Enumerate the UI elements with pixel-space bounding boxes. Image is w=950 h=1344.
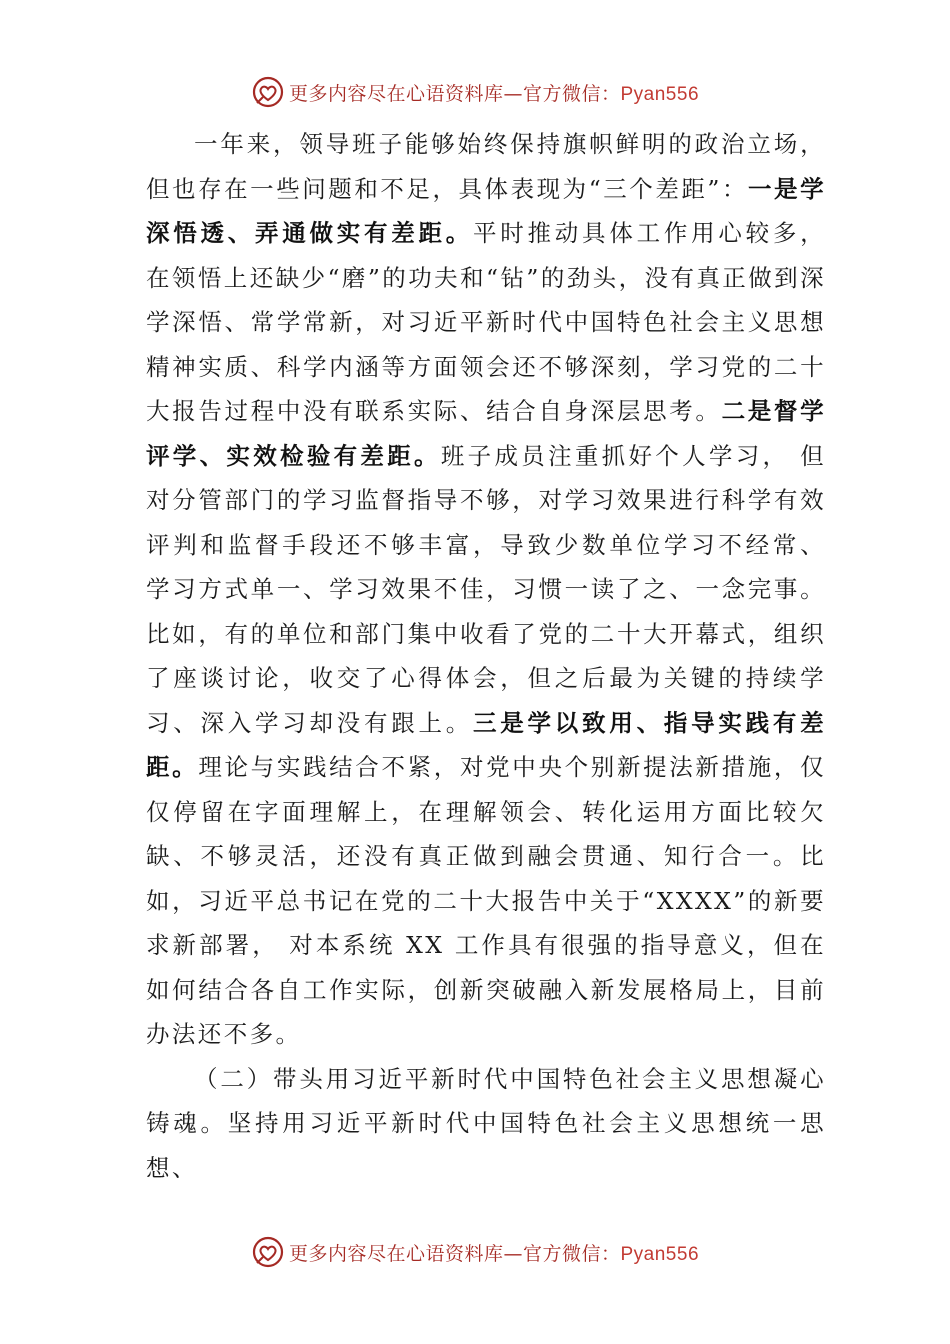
point3-title: 三是学以致用、指导实践有差距。 bbox=[146, 708, 826, 781]
heart-logo-icon bbox=[251, 75, 285, 109]
para1-intro: 一年来，领导班子能够始终保持旗帜鲜明的政治立场，但也存在一些问题和不足，具体表现为“三个差距”： bbox=[146, 130, 826, 203]
watermark-text-cn: 更多内容尽在心语资料库—官方微信： bbox=[288, 82, 621, 105]
watermark-text-cn: 更多内容尽在心语资料库—官方微信： bbox=[288, 1242, 621, 1265]
footer-watermark bbox=[0, 1232, 950, 1272]
point1-title: 一是学深悟透、弄通做实有差距。 bbox=[146, 174, 826, 247]
watermark-text bbox=[289, 1239, 699, 1266]
paragraph-problems bbox=[146, 122, 826, 1057]
point2-title: 二是督学评学、实效检验有差距。 bbox=[146, 397, 826, 470]
watermark-text-latin: Pyan556 bbox=[620, 83, 700, 105]
document-body bbox=[146, 122, 826, 1190]
point2-text: 班子成员注重抓好个人学习， 但对分管部门的学习监督指导不够，对学习效果进行科学有效评判和监督手段还不够丰富，导致少数单位学习不经常、 学习方式单一、学习效果不佳，习惯一读了之、一念完事。 比如，有的单位和部门集中收看了党的二十大开幕式，组织了座谈讨论，收交了心得体会，但之后最为关键的持续学习、深入学习却没有跟上。 bbox=[146, 441, 826, 737]
heart-logo-icon bbox=[251, 1235, 285, 1269]
point1-text: 平时推动具体工作用心较多， 在领悟上还缺少“磨”的功夫和“钻”的劲头，没有真正做到深学深悟、常学常新，对习近平新时代中国特色社会主义思想精神实质、科学内涵等方面领会还不够深刻，学习党的二十大报告过程中没有联系实际、结合自身深层思考。 bbox=[146, 219, 826, 425]
watermark-text-latin: Pyan556 bbox=[620, 1243, 700, 1265]
header-watermark bbox=[0, 72, 950, 112]
watermark-text bbox=[289, 79, 699, 106]
paragraph-section-two: （二）带头用习近平新时代中国特色社会主义思想凝心铸魂。坚持用习近平新时代中国特色社会主义思想统一思想、 bbox=[146, 1064, 826, 1182]
point3-text: 理论与实践结合不紧，对党中央个别新提法新措施，仅仅停留在字面理解上，在理解领会、转化运用方面比较欠缺、不够灵活，还没有真正做到融会贯通、知行合一。比如，习近平总书记在党的二十大报告中关于“XXXX”的新要求新部署， 对本系统 XX 工作具有很强的指导意义，但在如何结合各自工作实际，创新突破融入新发展格局上，目前办法还不多。 bbox=[146, 753, 826, 1048]
